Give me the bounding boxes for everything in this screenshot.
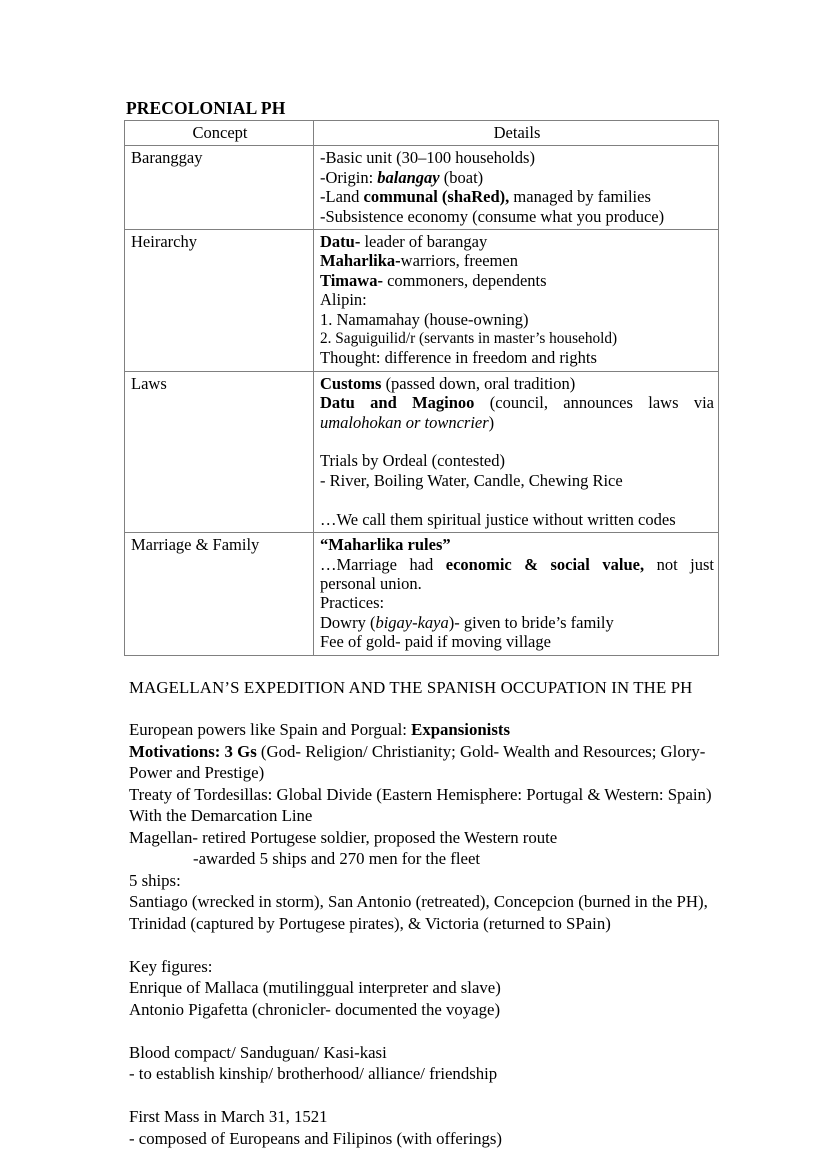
prose-line [129, 913, 719, 935]
table-cell-details [314, 371, 719, 532]
prose-line [129, 1042, 719, 1064]
italic-text: umalohokan or towncrier [320, 412, 489, 432]
bold-italic-text: balangay [377, 167, 440, 187]
plain-text: 2. Saguiguilid/r (servants in master’s household) [320, 330, 618, 348]
detail-line [320, 613, 714, 632]
plain-text: Alipin: [320, 290, 367, 310]
prose-line [129, 977, 719, 999]
detail-line [320, 329, 714, 348]
plain-text: Antonio Pigafetta (chronicler- documented the voyage) [129, 999, 501, 1019]
plain-text: 1. Namamahay (house-owning) [320, 309, 529, 329]
italic-text: bigay-kaya [375, 612, 449, 632]
plain-text: leader of barangay [360, 232, 488, 252]
plain-text: )- given to bride’s family [448, 612, 614, 632]
plain-text: - River, Boiling Water, Candle, Chewing Rice [320, 470, 623, 490]
plain-text: Trials by Ordeal (contested) [320, 451, 505, 471]
prose-line [129, 1106, 719, 1128]
plain-text: - composed of Europeans and Filipinos (with offerings) [129, 1128, 503, 1148]
plain-text: …We call them spiritual justice without written codes [320, 509, 676, 529]
magellan-section-body [129, 698, 719, 1150]
plain-text: commoners, dependents [382, 270, 547, 290]
prose-line [129, 891, 719, 913]
prose-line [129, 870, 719, 892]
detail-line [320, 290, 714, 309]
plain-text: 5 ships: [129, 870, 181, 890]
detail-line [320, 207, 714, 226]
detail-line [320, 251, 714, 270]
plain-text: not just personal union. [320, 554, 719, 593]
detail-line [320, 632, 714, 651]
table-row [125, 146, 719, 230]
blank-line [129, 1020, 719, 1042]
blank-line [320, 490, 714, 509]
bold-text: communal (shaRed), [363, 187, 510, 207]
plain-text: -awarded 5 ships and 270 men for the fleet [193, 849, 481, 869]
prose-line [129, 762, 719, 784]
magellan-section-heading: MAGELLAN’S EXPEDITION AND THE SPANISH OCCUPATION IN THE PH [129, 677, 693, 697]
prose-line [129, 999, 719, 1021]
prose-line [129, 741, 719, 763]
detail-line [320, 348, 714, 367]
plain-text: - to establish kinship/ brotherhood/ alliance/ friendship [129, 1064, 498, 1084]
plain-text: Magellan- retired Portugese soldier, proposed the Western route [129, 827, 558, 847]
plain-text: -Basic unit (30–100 households) [320, 148, 535, 168]
plain-text: warriors, freemen [400, 251, 518, 271]
plain-text: (council, announces laws via [474, 393, 719, 413]
blank-line [320, 432, 714, 451]
table-cell-details [314, 230, 719, 372]
table-body [125, 146, 719, 655]
plain-text: …Marriage had [320, 554, 446, 574]
detail-line [320, 471, 714, 490]
plain-text: ) [488, 412, 495, 432]
table-row [125, 371, 719, 532]
plain-text: Treaty of Tordesillas: Global Divide (Eastern Hemisphere: Portugal & Western: Spain) [129, 784, 712, 804]
plain-text: With the Demarcation Line [129, 806, 313, 826]
detail-line [320, 451, 714, 470]
prose-line [129, 784, 719, 806]
table-cell-concept: Baranggay [125, 146, 314, 230]
plain-text: (passed down, oral tradition) [381, 373, 576, 393]
prose-line [129, 1128, 719, 1150]
plain-text: Santiago (wrecked in storm), San Antonio (retreated), Concepcion (burned in the PH), [129, 892, 708, 912]
prose-line [129, 956, 719, 978]
detail-line [320, 554, 719, 594]
prose-line [129, 827, 719, 849]
column-header-details: Details [314, 121, 719, 146]
detail-line [320, 510, 714, 529]
table-header-row [125, 121, 719, 146]
plain-text: Dowry ( [320, 612, 376, 632]
detail-line [320, 271, 714, 290]
plain-text: Enrique of Mallaca (mutilinggual interpreter and slave) [129, 978, 501, 998]
plain-text: (God- Religion/ Christianity; Gold- Wealth and Resources; Glory- [256, 741, 706, 761]
plain-text: Key figures: [129, 956, 213, 976]
plain-text: -Origin: [320, 167, 378, 187]
detail-line [320, 535, 714, 554]
table-row [125, 533, 719, 655]
detail-line [320, 232, 714, 251]
bold-text: Maharlika- [320, 251, 401, 271]
plain-text: (boat) [439, 167, 484, 187]
prose-line [129, 1063, 719, 1085]
plain-text: managed by families [509, 187, 651, 207]
plain-text: Thought: difference in freedom and rights [320, 348, 597, 368]
plain-text: Power and Prestige) [129, 763, 265, 783]
table-cell-concept: Marriage & Family [125, 533, 314, 655]
blank-line [129, 1085, 719, 1107]
bold-text: Datu and Maginoo [320, 393, 475, 413]
table-cell-concept: Heirarchy [125, 230, 314, 372]
plain-text: Fee of gold- paid if moving village [320, 632, 551, 652]
table-cell-concept: Laws [125, 371, 314, 532]
table-row [125, 230, 719, 372]
precolonial-table [124, 120, 719, 656]
prose-line [129, 719, 719, 741]
table-header [125, 121, 719, 146]
prose-line [129, 805, 719, 827]
detail-line [320, 148, 714, 167]
detail-line [320, 310, 714, 329]
blank-line [129, 934, 719, 956]
detail-line [320, 187, 714, 206]
detail-line [320, 374, 714, 393]
prose-line [129, 848, 719, 870]
bold-text: Timawa- [320, 270, 383, 290]
plain-text: Trinidad (captured by Portugese pirates), & Victoria (returned to SPain) [129, 913, 611, 933]
bold-text: economic & social value, [445, 554, 645, 574]
plain-text: Blood compact/ Sanduguan/ Kasi-kasi [129, 1042, 387, 1062]
detail-line [320, 393, 719, 432]
plain-text: -Land [320, 187, 364, 207]
plain-text: Practices: [320, 593, 385, 613]
bold-text: “Maharlika rules” [320, 535, 451, 555]
bold-text: Customs [320, 373, 382, 393]
table-cell-details [314, 146, 719, 230]
page-title: PRECOLONIAL PH [126, 98, 286, 118]
plain-text: -Subsistence economy (consume what you produce) [320, 206, 665, 226]
blank-line [129, 698, 719, 720]
plain-text: First Mass in March 31, 1521 [129, 1107, 328, 1127]
column-header-concept: Concept [125, 121, 314, 146]
detail-line [320, 593, 714, 612]
detail-line [320, 168, 714, 187]
plain-text: European powers like Spain and Porgual: [129, 720, 412, 740]
bold-text: Datu- [320, 232, 361, 252]
table-cell-details [314, 533, 719, 655]
bold-text: Expansionists [411, 720, 510, 740]
bold-text: Motivations: 3 Gs [129, 741, 257, 761]
